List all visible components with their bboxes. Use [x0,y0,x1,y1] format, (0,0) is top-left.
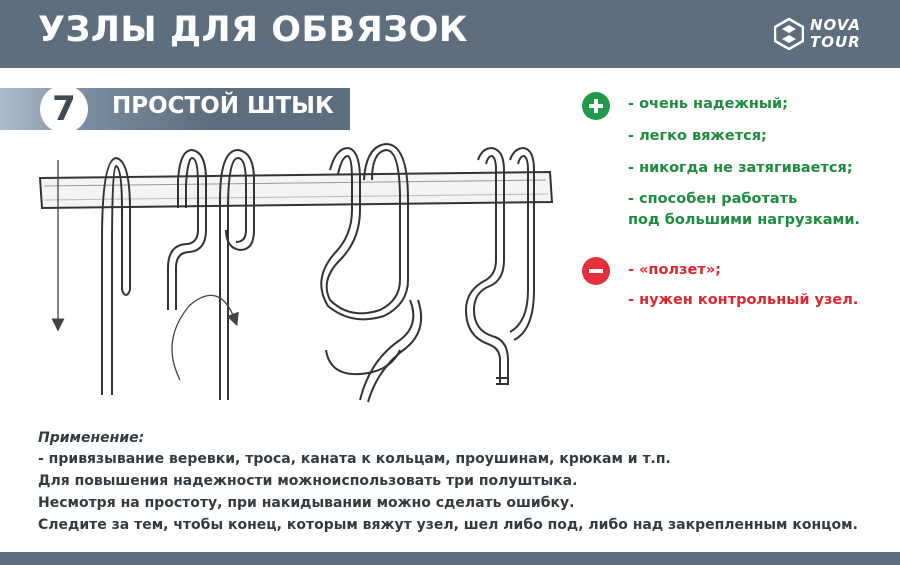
header-bar [0,0,900,68]
pro-item: - никогда не затягивается; [628,160,853,176]
plus-icon [582,92,610,120]
nova-tour-logo-mark-icon [774,18,804,50]
usage-line: - привязывание веревки, троса, каната к кольцам, проушинам, крюкам и т.п. [38,451,671,467]
brand-logo [774,16,884,54]
usage-line: Несмотря на простоту, при накидывании можно сделать ошибку. [38,495,575,511]
con-item: - нужен контрольный узел. [628,292,859,308]
usage-title: Применение: [38,430,145,446]
minus-icon [582,257,610,285]
knot-illustration [30,140,570,410]
con-item: - «ползет»; [628,262,721,278]
usage-line: Для повышения надежности можноиспользовать три полуштыка. [38,473,578,489]
logo-text-line2: TOUR [810,33,861,51]
usage-line: Следите за тем, чтобы конец, которым вяжут узел, шел либо под, либо над закрепленным концом. [38,517,858,533]
horizontal-pole [40,172,552,208]
knot-number: 7 [52,89,76,129]
logo-text-line1: NOVA [810,16,861,34]
footer-bar [0,552,900,565]
pro-item: - легко вяжется; [628,128,767,144]
knot-name: ПРОСТОЙ ШТЫК [112,93,334,119]
pro-item: - очень надежный; [628,96,788,112]
pro-item: под большими нагрузками. [628,212,861,228]
pro-item: - способен работать [628,191,798,207]
page-title: УЗЛЫ ДЛЯ ОБВЯЗОК [38,10,469,50]
usage-section [38,428,898,536]
